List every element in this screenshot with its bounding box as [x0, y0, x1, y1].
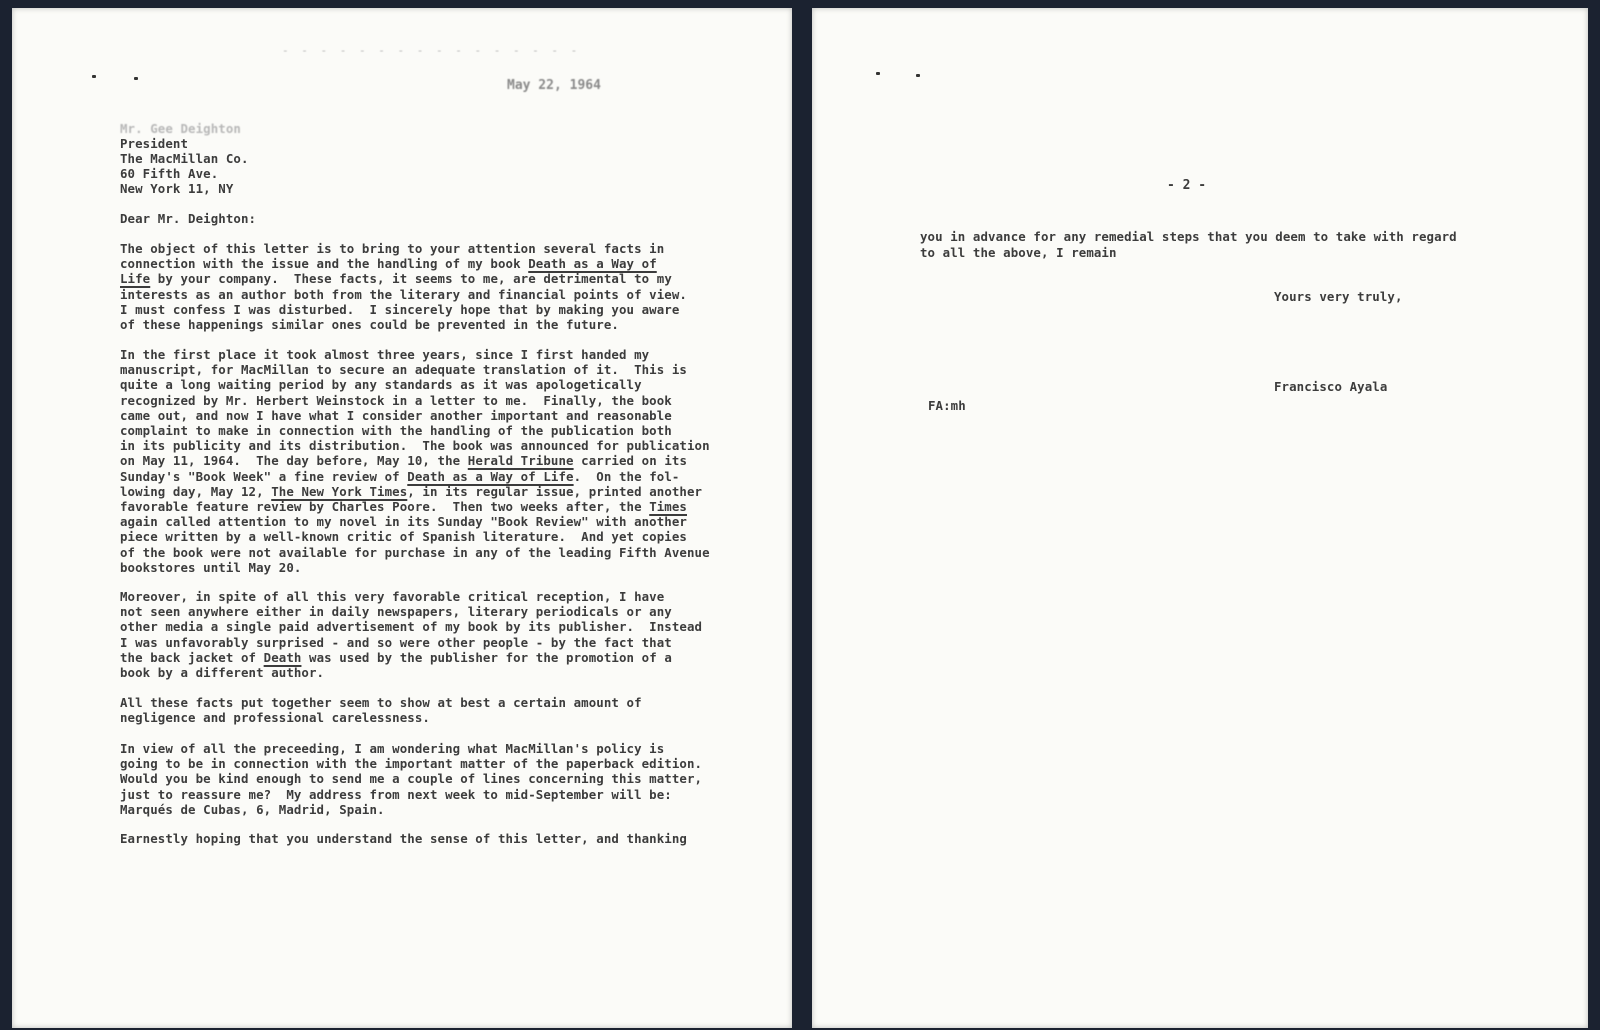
salutation: Dear Mr. Deighton: — [120, 211, 257, 226]
body-line: again called attention to my novel in its Sunday "Book Review" with another — [120, 514, 687, 530]
body-line: negligence and professional carelessness. — [120, 710, 430, 726]
body-line: recognized by Mr. Herbert Weinstock in a letter to me. Finally, the book — [120, 392, 672, 408]
body-line: All these facts put together seem to show at best a certain amount of — [120, 695, 642, 710]
body-line: of these happenings similar ones could be prevented in the future. — [120, 317, 619, 332]
closing: Yours very truly, — [1274, 289, 1403, 304]
body-line: came out, and now I have what I consider another important and reasonable — [120, 407, 672, 423]
body-line: In view of all the preceeding, I am wondering what MacMillan's policy is — [120, 741, 665, 756]
letter-page-1 — [12, 8, 792, 1028]
body-line: Life by your company. These facts, it seems to me, are detrimental to my — [120, 271, 672, 287]
body-line: I was unfavorably surprised - and so were other people - by the fact that — [120, 634, 672, 650]
body-line: connection with the issue and the handling of my book Death as a Way of — [120, 256, 657, 272]
underlined-title: Death — [263, 649, 302, 665]
body-line: Sunday's "Book Week" a fine review of Death as a Way of Life. On the fol- — [120, 468, 680, 484]
body-line: quite a long waiting period by any standards as it was apologetically — [120, 377, 642, 393]
body-line: complaint to make in connection with the handling of the publication both — [120, 423, 672, 438]
letter-date: May 22, 1964 — [507, 78, 601, 93]
recipient-company: The MacMillan Co. — [120, 151, 249, 166]
recipient-name: Mr. Gee Deighton — [120, 121, 241, 136]
body-line: Would you be kind enough to send me a couple of lines concerning this matter, — [120, 771, 703, 787]
punch-mark — [134, 77, 138, 80]
recipient-city: New York 11, NY — [120, 181, 234, 196]
letter-page-2 — [812, 8, 1588, 1028]
punch-mark — [876, 72, 880, 75]
body-line: manuscript, for MacMillan to secure an adequate translation of it. This is — [120, 362, 687, 378]
body-line: Marqués de Cubas, 6, Madrid, Spain. — [120, 801, 385, 817]
body-line: interests as an author both from the literary and financial points of view. — [120, 286, 687, 302]
underlined-title: Times — [649, 499, 687, 514]
body-line: favorable feature review by Charles Poore. Then two weeks after, the Times — [120, 499, 687, 514]
body-line: to all the above, I remain — [920, 245, 1117, 260]
underlined-title: Death as a Way of — [528, 256, 657, 272]
signature-name: Francisco Ayala — [1274, 379, 1388, 394]
body-line: book by a different author. — [120, 665, 325, 680]
body-line: of the book were not available for purchase in any of the leading Fifth Avenue — [120, 544, 710, 560]
page-number: - 2 - — [1167, 178, 1207, 193]
body-line: not seen anywhere either in daily newspapers, literary periodicals or any — [120, 604, 672, 620]
punch-mark — [92, 75, 96, 78]
underlined-title: Herald Tribune — [467, 453, 574, 469]
body-line: The object of this letter is to bring to your attention several facts in — [120, 241, 665, 256]
faded-header-mark: - - - - - - - - - - - - - - - - — [282, 44, 581, 57]
body-line: In the first place it took almost three years, since I first handed my — [120, 347, 650, 362]
punch-mark — [916, 74, 920, 77]
body-line: going to be in connection with the important matter of the paperback edition. — [120, 756, 703, 772]
body-line: I must confess I was disturbed. I sincerely hope that by making you aware — [120, 301, 680, 317]
underlined-title: The New York Times — [271, 483, 408, 499]
body-line: bookstores until May 20. — [120, 559, 302, 575]
body-line: just to reassure me? My address from next week to mid-September will be: — [120, 786, 672, 802]
body-line: the back jacket of Death was used by the publisher for the promotion of a — [120, 649, 672, 665]
body-line: Earnestly hoping that you understand the sense of this letter, and thanking — [120, 831, 687, 846]
underlined-title: Death as a Way of Life — [407, 468, 574, 484]
typist-initials: FA:mh — [928, 398, 966, 413]
recipient-title: President — [120, 136, 189, 151]
body-line: in its publicity and its distribution. The book was announced for publication — [120, 438, 710, 454]
underlined-title: Life — [120, 271, 151, 287]
body-line: Moreover, in spite of all this very favorable critical reception, I have — [120, 589, 665, 604]
body-line: you in advance for any remedial steps that you deem to take with regard — [920, 229, 1457, 244]
body-line: lowing day, May 12, The New York Times, in its regular issue, printed another — [120, 483, 703, 499]
recipient-street: 60 Fifth Ave. — [120, 166, 219, 181]
body-line: on May 11, 1964. The day before, May 10, the Herald Tribune carried on its — [120, 453, 688, 469]
body-line: piece written by a well-known critic of Spanish literature. And yet copies — [120, 529, 687, 545]
body-line: other media a single paid advertisement of my book by its publisher. Instead — [120, 619, 703, 635]
